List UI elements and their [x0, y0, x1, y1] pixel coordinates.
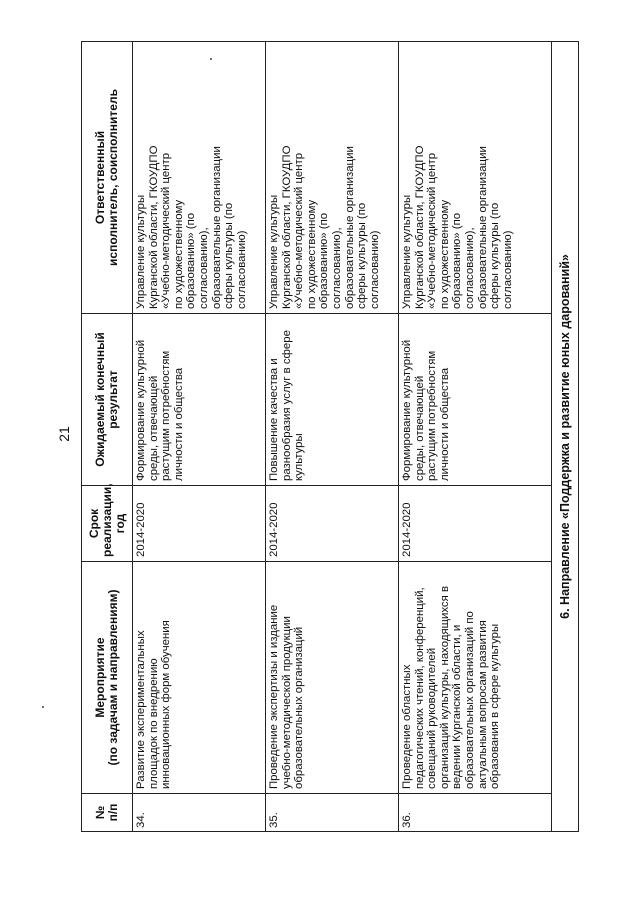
section-row	[552, 42, 579, 832]
header-number: № п/п	[82, 794, 133, 832]
header-responsible: Ответственный исполнитель, соисполнитель	[82, 42, 133, 314]
row-number: 34.	[133, 794, 266, 832]
row-responsible: Управление культуры Курганской области, ГКОУДПО «Учебно-методический центр по художественному образованию» (по согласованию), образовательные организации сферы культуры (по согласованию)	[399, 42, 552, 314]
page-number: 21	[55, 426, 72, 442]
row-period: 2014-2020	[399, 486, 552, 562]
table-row	[266, 42, 399, 832]
row-number: 35.	[266, 794, 399, 832]
row-number: 36.	[399, 794, 552, 832]
header-result: Ожидаемый конечный результат	[82, 314, 133, 486]
row-event: Развитие экспериментальных площадок по внедрению инновационных форм обучения	[133, 562, 266, 794]
row-result: Повышение качества и разнообразия услуг в сфере культуры	[266, 314, 399, 486]
row-result: Формирование культурной среды, отвечающей растущим потребностям личности и общества	[133, 314, 266, 486]
row-result: Формирование культурной среды, отвечающей растущим потребностям личности и общества	[399, 314, 552, 486]
table-header-row	[82, 42, 133, 832]
row-period: 2014-2020	[133, 486, 266, 562]
header-period: Срок реализации, год	[82, 486, 133, 562]
header-event: Мероприятие (по задачам и направлениям)	[82, 562, 133, 794]
row-event: Проведение областных педагогических чтений, конференций, совещаний руководителей организаций культуры, находящихся в ведении Курганской области, и образовательных организаций по актуальным вопросам развития образования в сфере культуры	[399, 562, 552, 794]
rotated-table-container	[81, 42, 573, 832]
table-row	[133, 42, 266, 832]
program-table	[81, 41, 579, 832]
row-period: 2014-2020	[266, 486, 399, 562]
row-event: Проведение экспертизы и издание учебно-методической продукции образовательных организаций	[266, 562, 399, 794]
scan-speck	[42, 706, 44, 708]
row-responsible: Управление культуры Курганской области, ГКОУДПО «Учебно-методический центр по художественному образованию» (по согласованию), образовательные организации сферы культуры (по согласованию)	[133, 42, 266, 314]
table-row	[399, 42, 552, 832]
section-title: 6. Направление «Поддержка и развитие юных дарований»	[552, 42, 579, 832]
row-responsible: Управление культуры Курганской области, ГКОУДПО «Учебно-методический центр по художественному образованию» (по согласованию), образовательные организации сферы культуры (по согласованию)	[266, 42, 399, 314]
